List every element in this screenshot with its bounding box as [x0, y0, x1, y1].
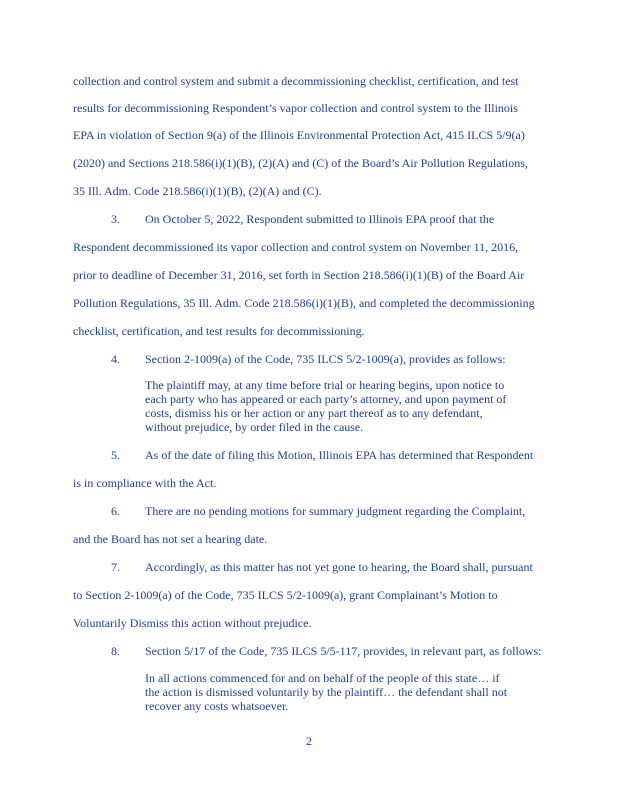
paragraph-text: As of the date of filing this Motion, Illinois EPA has determined that Respondent: [145, 448, 534, 462]
text-line: Voluntarily Dismiss this action without prejudice.: [73, 616, 312, 630]
block-quote-line: In all actions commenced for and on behalf of the people of this state… if: [145, 671, 500, 685]
block-quote-line: without prejudice, by order filed in the cause.: [145, 420, 364, 434]
paragraph-number: 7.: [111, 560, 120, 574]
paragraph-number: 4.: [111, 352, 120, 366]
text-line: Respondent decommissioned its vapor collection and control system on November 11, 2016,: [73, 240, 519, 254]
text-line: 35 Ill. Adm. Code 218.586(i)(1)(B), (2)(A) and (C).: [73, 184, 322, 198]
text-line: is in compliance with the Act.: [73, 476, 217, 490]
paragraph-text: Section 2-1009(a) of the Code, 735 ILCS 5/2-1009(a), provides as follows:: [145, 352, 506, 366]
text-line: (2020) and Sections 218.586(i)(1)(B), (2)(A) and (C) of the Board’s Air Pollution Regulations,: [73, 156, 528, 170]
text-line: Pollution Regulations, 35 Ill. Adm. Code 218.586(i)(1)(B), and completed the decommissioning: [73, 296, 535, 310]
text-line: collection and control system and submit a decommissioning checklist, certification, and test: [73, 74, 519, 88]
block-quote-line: the action is dismissed voluntarily by the plaintiff… the defendant shall not: [145, 685, 508, 699]
text-line: checklist, certification, and test results for decommissioning.: [73, 324, 365, 338]
paragraph-text: Accordingly, as this matter has not yet gone to hearing, the Board shall, pursuant: [145, 560, 533, 574]
text-line: results for decommissioning Respondent’s vapor collection and control system to the Illinois: [73, 101, 518, 115]
paragraph-text: There are no pending motions for summary judgment regarding the Complaint,: [145, 504, 526, 518]
text-line: EPA in violation of Section 9(a) of the Illinois Environmental Protection Act, 415 ILCS 5/9(a): [73, 128, 525, 142]
block-quote-line: The plaintiff may, at any time before trial or hearing begins, upon notice to: [145, 378, 505, 392]
block-quote-line: costs, dismiss his or her action or any part thereof as to any defendant,: [145, 406, 483, 420]
block-quote-line: recover any costs whatsoever.: [145, 699, 289, 713]
text-line: to Section 2-1009(a) of the Code, 735 ILCS 5/2-1009(a), grant Complainant’s Motion to: [73, 588, 498, 602]
text-line: and the Board has not set a hearing date.: [73, 532, 268, 546]
paragraph-text: On October 5, 2022, Respondent submitted to Illinois EPA proof that the: [145, 212, 495, 226]
paragraph-number: 3.: [111, 212, 120, 226]
page-number: 2: [306, 734, 312, 748]
paragraph-number: 5.: [111, 448, 120, 462]
paragraph-number: 6.: [111, 504, 120, 518]
block-quote-line: each party who has appeared or each party’s attorney, and upon payment of: [145, 392, 507, 406]
paragraph-number: 8.: [111, 644, 120, 658]
text-line: prior to deadline of December 31, 2016, set forth in Section 218.586(i)(1)(B) of the Board Air: [73, 268, 525, 282]
paragraph-text: Section 5/17 of the Code, 735 ILCS 5/5-117, provides, in relevant part, as follows:: [145, 644, 542, 658]
